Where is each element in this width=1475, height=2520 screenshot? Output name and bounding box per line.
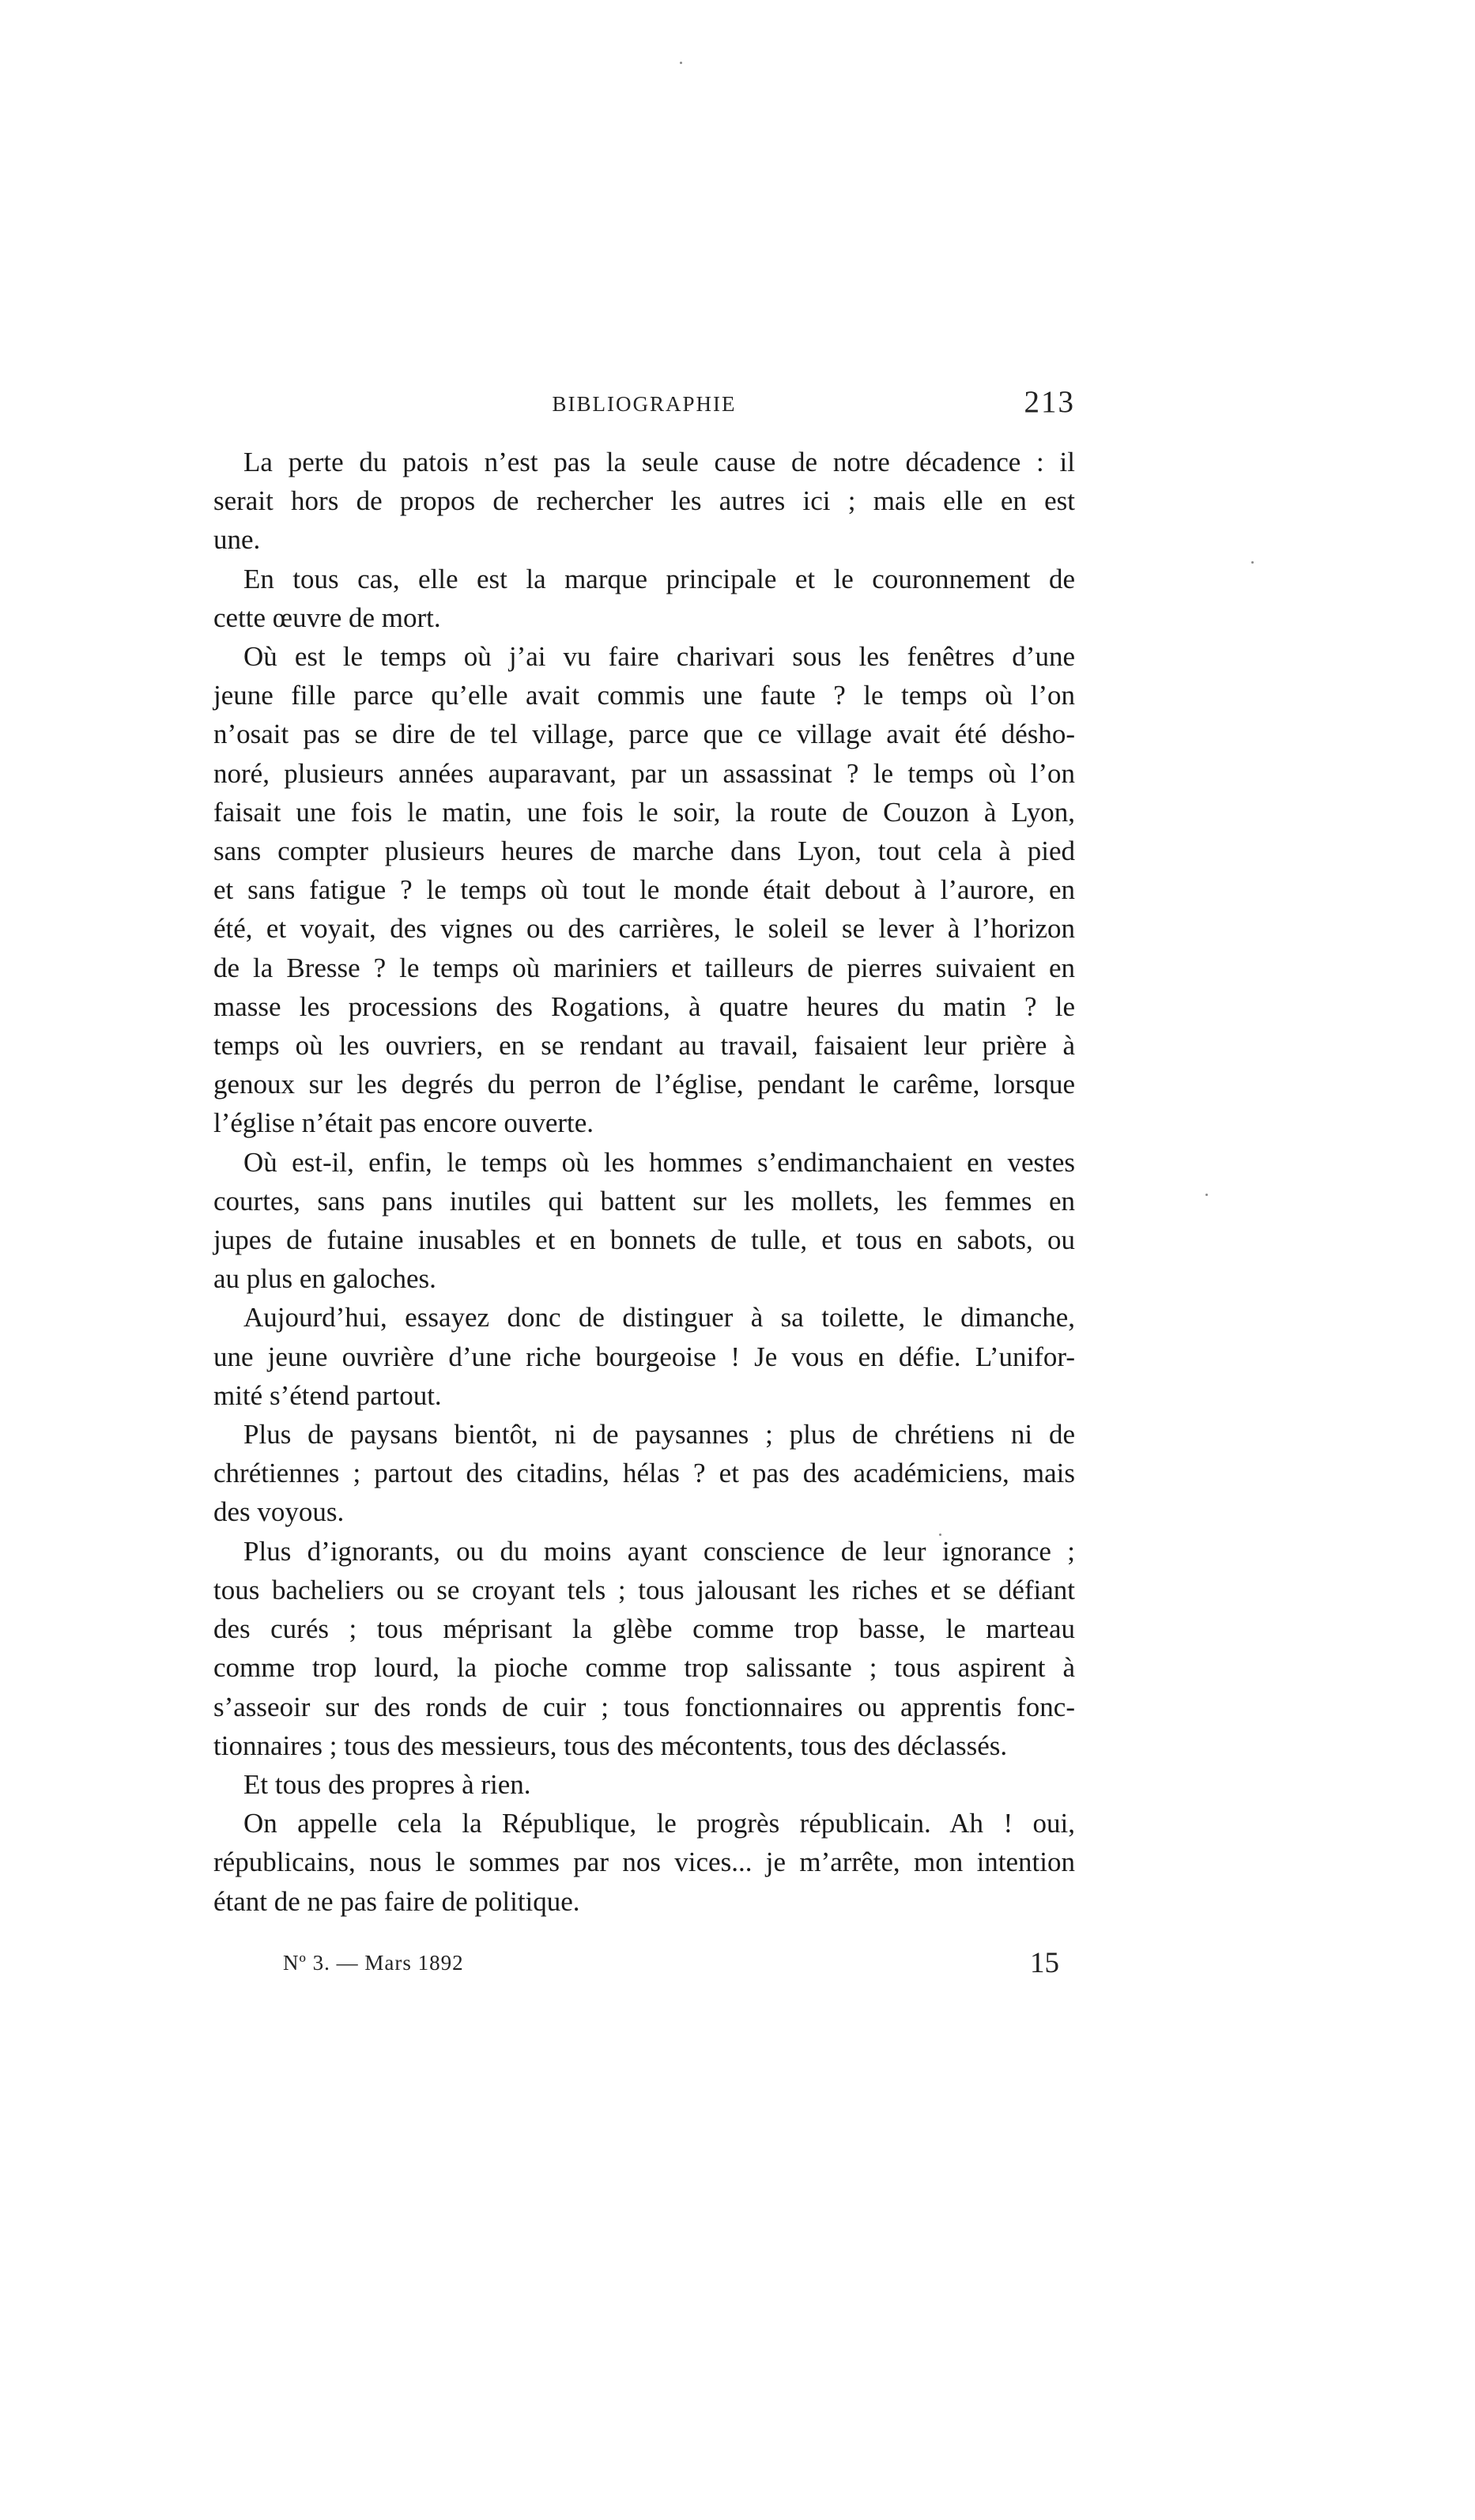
- text-line: La perte du patois n’est pas la seule cause de notre décadence : il: [243, 447, 1075, 477]
- paragraph: [213, 1143, 1075, 1299]
- scan-speck: [939, 1534, 941, 1536]
- text-line: On appelle cela la République, le progrès républicain. Ah ! oui,: [243, 1808, 1075, 1839]
- scan-speck: [680, 62, 682, 64]
- paragraph: [213, 1415, 1075, 1532]
- scan-speck: [1205, 1194, 1208, 1196]
- paragraph: [213, 637, 1075, 1143]
- text-line: été, et voyait, des vignes ou des carrières, le soleil se lever à l’horizon: [213, 913, 1075, 945]
- text-line: s’asseoir sur des ronds de cuir ; tous fonctionnaires ou apprentis fonc-: [213, 1691, 1075, 1722]
- paragraph: [213, 560, 1075, 637]
- text-line: faisait une fois le matin, une fois le soir, la route de Couzon à Lyon,: [213, 796, 1075, 828]
- page-footer: [213, 1945, 1075, 1992]
- text-line: et sans fatigue ? le temps où tout le monde était debout à l’aurore, en: [213, 874, 1075, 906]
- text-line: Et tous des propres à rien.: [243, 1768, 531, 1800]
- text-line: Plus d’ignorants, ou du moins ayant conscience de leur ignorance ;: [243, 1535, 1075, 1567]
- text-line: chrétiennes ; partout des citadins, hélas ? et pas des académiciens, mais: [213, 1458, 1075, 1489]
- text-line: Où est-il, enfin, le temps où les hommes s’endimanchaient en vestes: [243, 1146, 1075, 1178]
- issue-signature: Nº 3. — Mars 1892: [283, 1951, 464, 1975]
- text-line: des voyous.: [213, 1496, 345, 1528]
- text-line: une.: [213, 524, 261, 556]
- paragraph: [213, 1804, 1075, 1921]
- body-text: [213, 443, 1075, 1921]
- text-line: de la Bresse ? le temps où mariniers et tailleurs de pierres suivaient en: [213, 952, 1075, 983]
- text-line: courtes, sans pans inutiles qui battent sur les mollets, les femmes en: [213, 1185, 1075, 1217]
- text-line: l’église n’était pas encore ouverte.: [213, 1107, 594, 1139]
- text-line: noré, plusieurs années auparavant, par un assassinat ? le temps où l’on: [213, 757, 1075, 789]
- text-line: comme trop lourd, la pioche comme trop salissante ; tous aspirent à: [213, 1652, 1075, 1684]
- paragraph: [213, 1298, 1075, 1415]
- page-header: [213, 384, 1075, 432]
- text-line: une jeune ouvrière d’une riche bourgeoise ! Je vous en défie. L’unifor-: [213, 1341, 1075, 1372]
- text-line: cette œuvre de mort.: [213, 602, 441, 633]
- text-line: Où est le temps où j’ai vu faire charivari sous les fenêtres d’une: [243, 641, 1075, 673]
- signature-number: 15: [1030, 1947, 1059, 1979]
- text-line: n’osait pas se dire de tel village, parce que ce village avait été désho-: [213, 719, 1075, 750]
- text-line: tionnaires ; tous des messieurs, tous des mécontents, tous des déclassés.: [213, 1730, 1008, 1761]
- page-number: 213: [1024, 385, 1075, 419]
- text-line: Aujourd’hui, essayez donc de distinguer à sa toilette, le dimanche,: [243, 1302, 1075, 1334]
- text-line: tous bacheliers ou se croyant tels ; tous jalousant les riches et se défiant: [213, 1574, 1075, 1605]
- text-line: En tous cas, elle est la marque principale et le couronnement de: [243, 563, 1075, 594]
- text-line: serait hors de propos de rechercher les autres ici ; mais elle en est: [213, 485, 1075, 517]
- text-line: sans compter plusieurs heures de marche dans Lyon, tout cela à pied: [213, 836, 1075, 867]
- text-line: étant de ne pas faire de politique.: [213, 1885, 580, 1917]
- paragraph: [213, 1532, 1075, 1765]
- text-line: jupes de futaine inusables et en bonnets de tulle, et tous en sabots, ou: [213, 1224, 1075, 1256]
- running-title: BIBLIOGRAPHIE: [552, 392, 737, 416]
- text-line: républicains, nous le sommes par nos vices... je m’arrête, mon intention: [213, 1847, 1075, 1878]
- text-line: jeune fille parce qu’elle avait commis une faute ? le temps où l’on: [213, 680, 1075, 711]
- text-line: Plus de paysans bientôt, ni de paysannes ; plus de chrétiens ni de: [243, 1419, 1075, 1451]
- paragraph: [213, 443, 1075, 560]
- paragraph: [213, 1765, 1075, 1804]
- text-line: masse les processions des Rogations, à quatre heures du matin ? le: [213, 990, 1075, 1022]
- scan-speck: [1251, 561, 1254, 564]
- text-line: genoux sur les degrés du perron de l’église, pendant le carême, lorsque: [213, 1069, 1075, 1100]
- text-line: au plus en galoches.: [213, 1263, 436, 1295]
- text-line: mité s’étend partout.: [213, 1379, 442, 1411]
- text-line: temps où les ouvriers, en se rendant au travail, faisaient leur prière à: [213, 1030, 1075, 1062]
- text-line: des curés ; tous méprisant la glèbe comme trop basse, le marteau: [213, 1613, 1075, 1645]
